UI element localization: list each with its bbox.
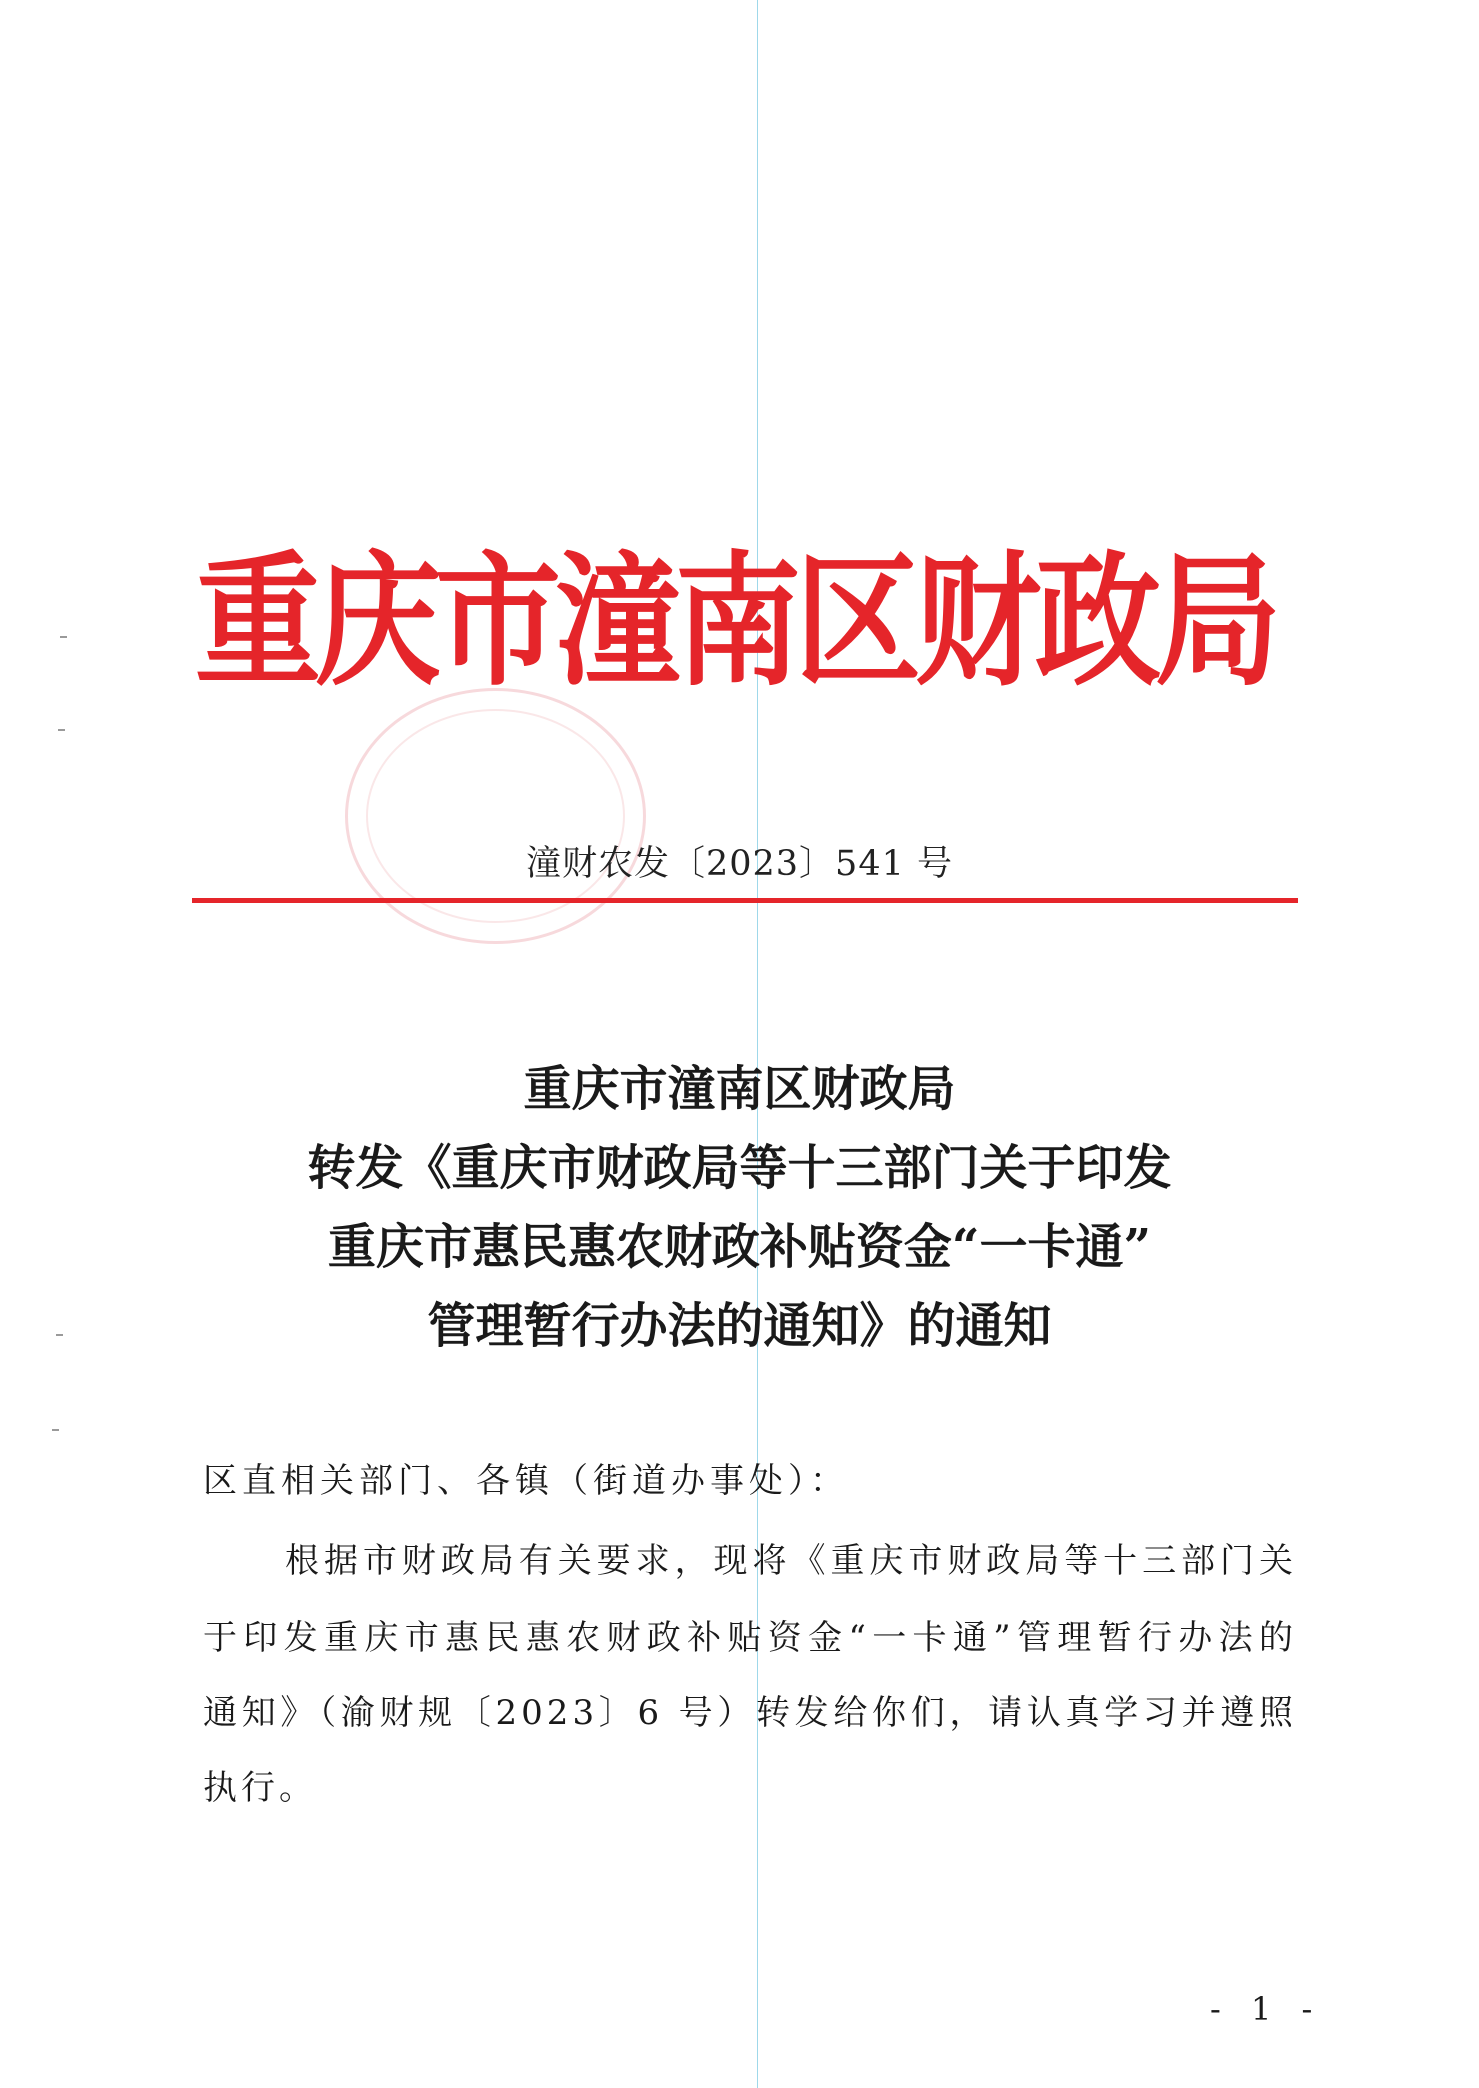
title-line: 转发《重庆市财政局等十三部门关于印发 <box>307 1140 1172 1196</box>
margin-mark <box>60 636 67 638</box>
issuer-red-header: 重庆市潼南区财政局 <box>195 536 1275 706</box>
title-line: 重庆市潼南区财政局 <box>523 1061 956 1117</box>
title-line: 重庆市惠民惠农财政补贴资金“一卡通” <box>327 1219 1152 1275</box>
body-paragraph-line: 通知》（渝财规〔2023〕6 号）转发给你们，请认真学习并遵照 <box>203 1693 1297 1733</box>
document-number: 潼财农发〔2023〕541 号 <box>525 844 953 884</box>
body-paragraph-line: 根据市财政局有关要求，现将《重庆市财政局等十三部门关 <box>285 1541 1297 1581</box>
document-title <box>0 1050 1479 1366</box>
red-divider-line <box>192 898 1298 903</box>
body-paragraph-line: 执行。 <box>203 1768 317 1808</box>
margin-mark <box>52 1429 59 1431</box>
title-line: 管理暂行办法的通知》的通知 <box>427 1298 1052 1354</box>
salutation: 区直相关部门、各镇（街道办事处）： <box>203 1461 849 1501</box>
faded-seal <box>345 688 646 944</box>
margin-mark <box>58 729 65 731</box>
page-number: - 1 - <box>1210 1990 1323 2028</box>
body-paragraph-line: 于印发重庆市惠民惠农财政补贴资金“一卡通”管理暂行办法的 <box>203 1618 1297 1658</box>
